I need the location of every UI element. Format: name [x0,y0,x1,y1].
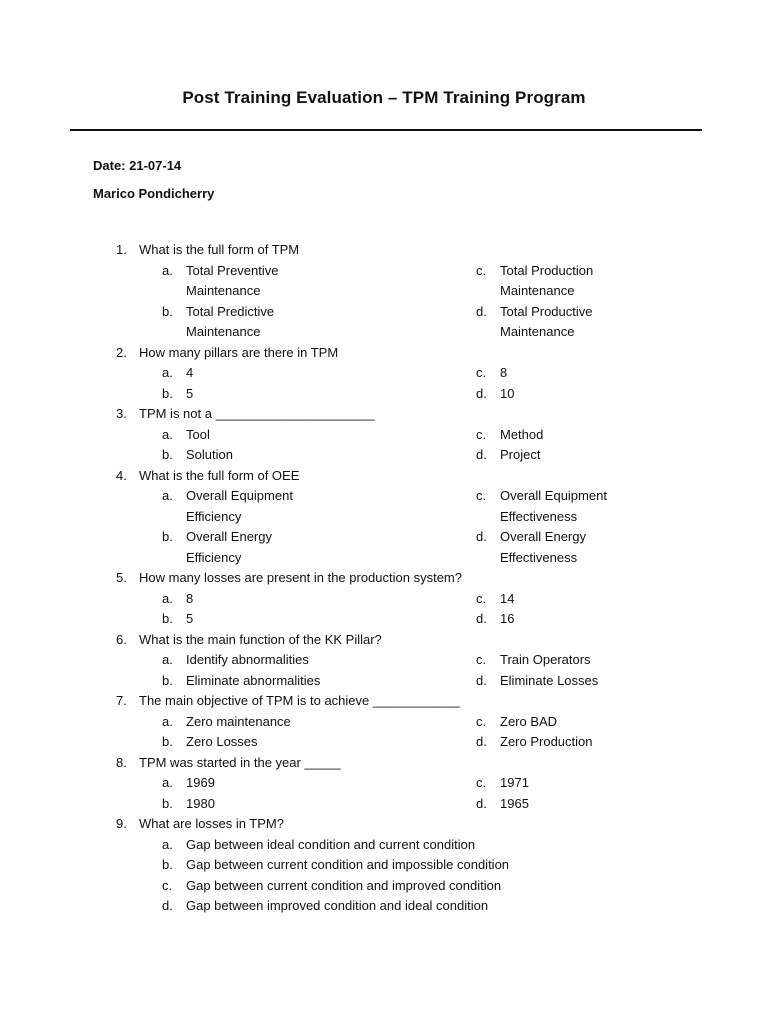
answer-options [0,712,768,753]
option-text: 16 [500,611,515,626]
question-item [0,343,768,405]
option-text: 8 [186,590,194,606]
option-letter: c. [476,488,487,503]
question-number: 9. [116,816,127,831]
option-text: Total Preventive Maintenance [186,262,279,298]
date-line: Date: 21-07-14 [93,158,182,173]
document-title: Post Training Evaluation – TPM Training Program [182,88,586,107]
question-number: 5. [116,570,127,585]
question-list [0,240,768,917]
answer-options [0,835,768,917]
option-letter: d. [476,672,487,688]
question-number: 3. [116,406,127,421]
option-text: Solution [186,447,233,462]
option-text: Zero Losses [186,734,258,749]
question-item [0,691,768,753]
question-item [0,404,768,466]
question-number: 4. [116,467,127,483]
option-text: Gap between current condition and impossible condition [186,857,510,872]
option-row [0,650,768,671]
question-text: What is the full form of TPM [139,242,300,257]
option-row [0,896,768,917]
option-row [0,794,768,815]
question-text: What is the full form of OEE [139,467,300,483]
option-letter: b. [162,734,173,749]
option-letter: b. [162,857,173,872]
option-text: Gap between ideal condition and current condition [186,836,476,852]
option-letter: d. [476,611,487,626]
option-text: 5 [186,385,194,401]
question-row [0,404,768,425]
option-letter: b. [162,795,173,811]
option-letter: a. [162,365,173,380]
question-item [0,753,768,815]
question-row [0,568,768,589]
option-text: Overall Equipment Effectiveness [500,488,607,524]
option-letter: a. [162,836,173,852]
option-text: Overall Equipment Efficiency [186,488,293,524]
option-row [0,384,768,405]
option-row [0,712,768,733]
option-text: Overall Energy Efficiency [186,529,272,565]
question-text: What is the main function of the KK Pillar? [139,631,382,647]
question-row [0,630,768,651]
option-letter: b. [162,385,173,401]
question-row [0,343,768,364]
option-text: Total Predictive Maintenance [186,303,275,339]
option-text: Tool [186,426,210,442]
option-letter: a. [162,775,173,790]
answer-options [0,650,768,691]
option-row [0,589,768,610]
organization-line: Marico Pondicherry [93,186,215,201]
option-letter: d. [476,734,487,749]
option-letter: a. [162,590,173,606]
option-text: 1980 [186,795,215,811]
answer-options [0,363,768,404]
option-letter: b. [162,611,173,626]
question-item [0,240,768,343]
option-letter: c. [476,713,487,729]
option-text: 8 [500,365,508,380]
option-text: Zero maintenance [186,713,291,729]
option-letter: b. [162,529,173,544]
option-text: Overall Energy Effectiveness [500,529,586,565]
option-text: Gap between current condition and improved condition [186,877,502,893]
question-text: What are losses in TPM? [139,816,284,831]
option-letter: a. [162,262,173,278]
option-row [0,486,768,527]
option-text: 10 [500,385,515,401]
question-text: How many pillars are there in TPM [139,344,339,360]
option-text: Total Productive Maintenance [500,303,593,339]
question-row [0,753,768,774]
question-item [0,568,768,630]
option-row [0,773,768,794]
option-text: Eliminate Losses [500,672,599,688]
option-letter: d. [162,898,173,913]
option-text: 4 [186,365,194,380]
option-letter: b. [162,303,173,319]
option-letter: a. [162,488,173,503]
option-row [0,876,768,897]
option-letter: c. [476,365,487,380]
option-row [0,425,768,446]
question-item [0,466,768,569]
option-letter: a. [162,426,173,442]
answer-options [0,589,768,630]
question-row [0,691,768,712]
option-text: Train Operators [500,652,591,667]
answer-options [0,773,768,814]
question-number: 8. [116,754,127,770]
question-row [0,466,768,487]
option-letter: b. [162,447,173,462]
question-number: 6. [116,631,127,647]
option-row [0,527,768,568]
option-text: 5 [186,611,194,626]
title-divider [70,129,702,131]
option-row [0,302,768,343]
option-letter: a. [162,713,173,729]
option-text: Eliminate abnormalities [186,672,321,688]
question-text: How many losses are present in the production system? [139,570,462,585]
option-letter: c. [162,877,173,893]
option-letter: c. [476,262,487,278]
option-letter: c. [476,652,487,667]
question-item [0,814,768,917]
option-text: 1969 [186,775,215,790]
option-letter: d. [476,795,487,811]
option-text: Project [500,447,541,462]
option-letter: b. [162,672,173,688]
question-text: TPM was started in the year _____ [139,754,341,770]
option-letter: c. [476,775,487,790]
answer-options [0,486,768,568]
option-row [0,671,768,692]
option-letter: d. [476,385,487,401]
question-text: TPM is not a ______________________ [139,406,375,421]
option-letter: d. [476,303,487,319]
question-number: 2. [116,344,127,360]
option-letter: c. [476,590,487,606]
question-text: The main objective of TPM is to achieve ____________ [139,693,460,708]
option-row [0,445,768,466]
question-row [0,240,768,261]
option-letter: d. [476,529,487,544]
answer-options [0,261,768,343]
option-row [0,363,768,384]
option-row [0,835,768,856]
question-item [0,630,768,692]
option-letter: a. [162,652,173,667]
option-letter: d. [476,447,487,462]
question-number: 7. [116,693,127,708]
option-text: Zero Production [500,734,593,749]
option-row [0,732,768,753]
option-text: Method [500,426,544,442]
question-row [0,814,768,835]
option-row [0,855,768,876]
option-letter: c. [476,426,487,442]
option-text: 14 [500,590,515,606]
option-text: Identify abnormalities [186,652,309,667]
option-row [0,609,768,630]
option-text: Total Production Maintenance [500,262,594,298]
option-text: 1971 [500,775,529,790]
option-text: Gap between improved condition and ideal condition [186,898,489,913]
option-row [0,261,768,302]
option-text: 1965 [500,795,529,811]
question-number: 1. [116,242,127,257]
option-text: Zero BAD [500,713,558,729]
answer-options [0,425,768,466]
